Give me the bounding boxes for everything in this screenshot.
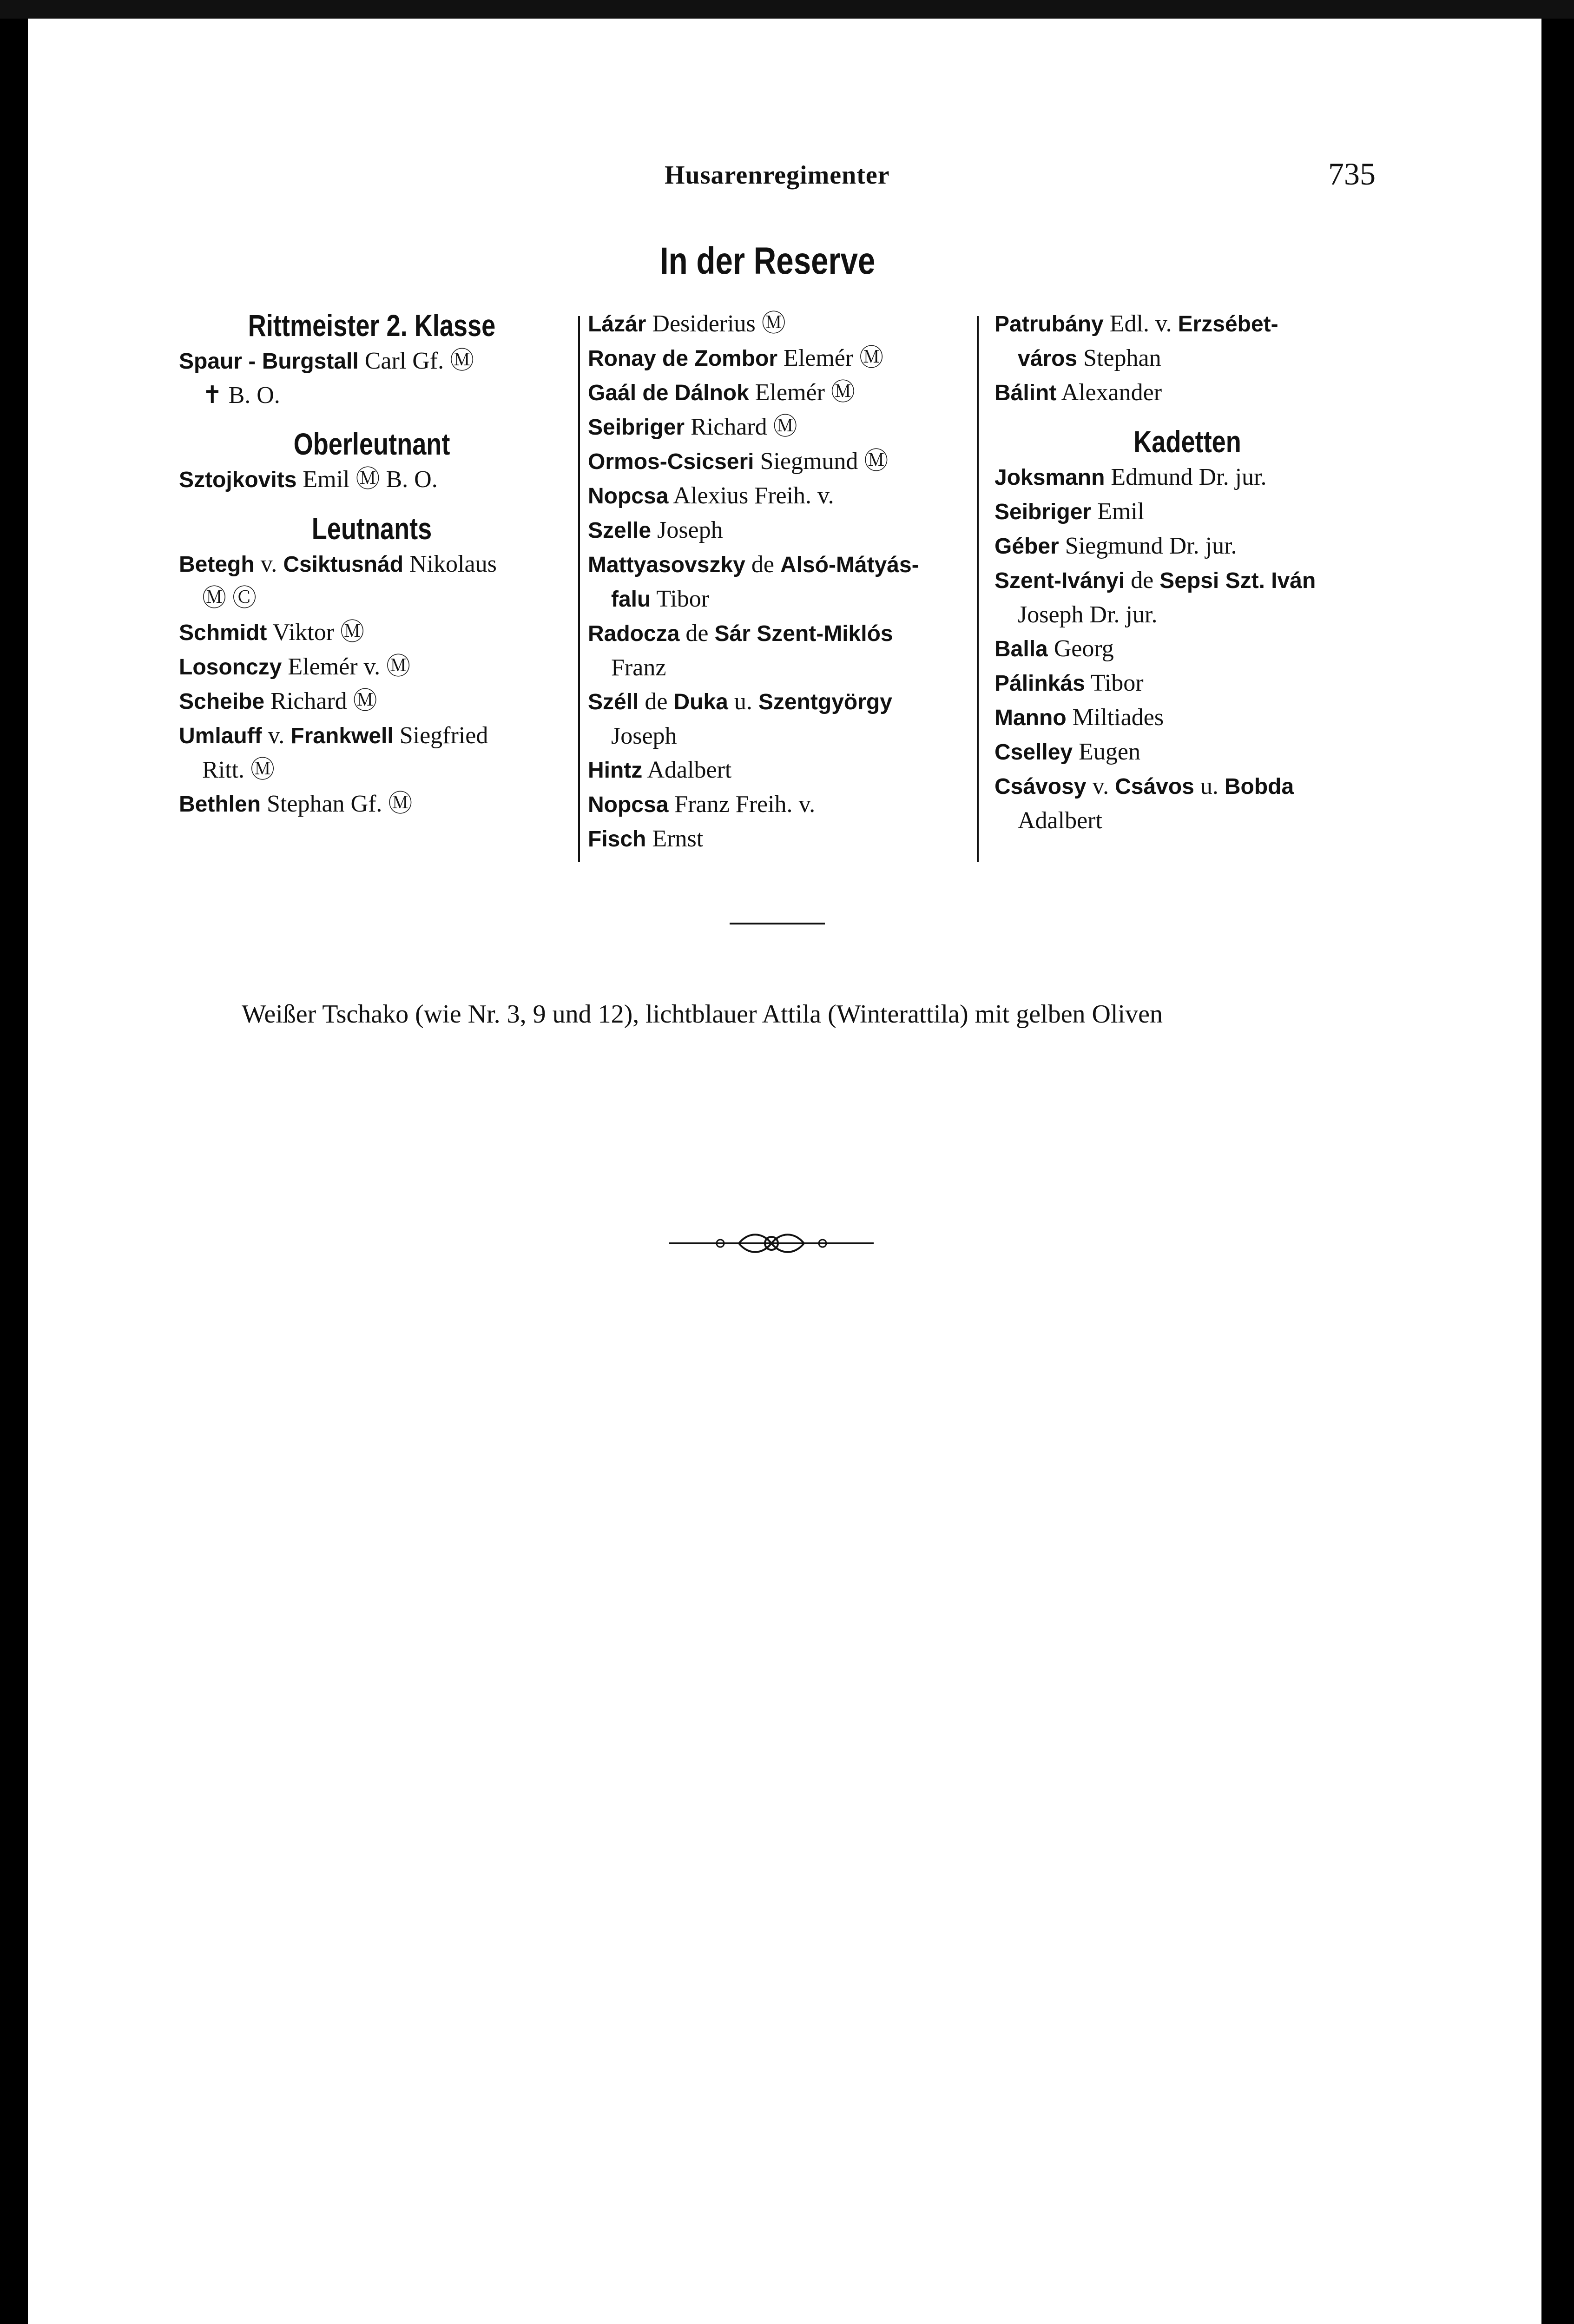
name-entry — [588, 685, 974, 719]
name-entry — [179, 344, 565, 378]
name-entry — [588, 376, 974, 410]
column-divider — [578, 316, 580, 862]
entry-continuation — [994, 598, 1380, 632]
name-entry — [994, 563, 1380, 598]
surname: Seibriger — [994, 500, 1092, 524]
surname: Sztojkovits — [179, 468, 297, 492]
surname: Csiktusnád — [283, 552, 404, 577]
name-text: Edmund Dr. jur. — [1105, 464, 1267, 490]
surname: falu — [611, 587, 651, 612]
entry-continuation — [179, 378, 565, 412]
name-entry — [179, 547, 565, 581]
name-text: u. — [728, 688, 758, 715]
name-text: Richard Ⓜ — [685, 414, 797, 440]
column-1 — [179, 307, 565, 821]
surname: Joksmann — [994, 465, 1105, 490]
name-entry — [994, 769, 1380, 804]
name-entry — [588, 479, 974, 513]
surname: Alsó-Mátyás- — [780, 553, 919, 577]
surname: Patrubány — [994, 312, 1104, 337]
surname: Sár Szent-Miklós — [714, 621, 893, 646]
surname: Fisch — [588, 827, 646, 852]
rittmeister-list — [179, 344, 565, 412]
surname: Nopcsa — [588, 484, 669, 508]
name-text: v. — [254, 551, 283, 577]
page-number: 735 — [1328, 156, 1376, 191]
surname: Cselley — [994, 740, 1073, 765]
name-text: Franz — [611, 654, 666, 681]
name-entry — [994, 376, 1380, 410]
name-text: Viktor Ⓜ — [267, 619, 365, 646]
scan-border-right — [1541, 0, 1574, 2324]
name-entry — [588, 341, 974, 376]
entry-continuation — [179, 581, 565, 615]
name-text: Siegmund Ⓜ — [754, 448, 889, 475]
name-text: de — [1125, 567, 1160, 594]
surname: Bobda — [1224, 774, 1294, 799]
name-text: Joseph — [611, 723, 677, 749]
name-entry — [994, 460, 1380, 495]
surname: Szentgyörgy — [758, 690, 892, 714]
name-text: Eugen — [1073, 739, 1140, 765]
name-text: Edl. v. — [1103, 310, 1178, 337]
surname: Csávosy — [994, 774, 1087, 799]
name-text: Emil — [1091, 498, 1145, 525]
name-text: ✝ B. O. — [202, 382, 280, 409]
name-entry — [588, 616, 974, 651]
name-text: Carl Gf. Ⓜ — [358, 348, 474, 374]
entry-continuation — [588, 582, 974, 616]
surname: Bálint — [994, 381, 1057, 405]
ornament-divider — [669, 1227, 874, 1260]
surname: Frankwell — [290, 724, 394, 748]
surname: Szent-Iványi — [994, 568, 1125, 593]
reserve-list-continued — [994, 307, 1380, 410]
oberleutnant-list — [179, 462, 565, 497]
surname: város — [1018, 346, 1078, 371]
name-text: Ⓜ Ⓒ — [202, 585, 257, 612]
name-text: Alexius Freih. v. — [668, 482, 834, 509]
name-text: Joseph — [651, 517, 723, 543]
name-text: de — [639, 688, 674, 715]
surname: Manno — [994, 706, 1067, 730]
surname: Losonczy — [179, 655, 282, 680]
name-text: Elemér Ⓜ — [749, 379, 855, 406]
name-entry — [179, 719, 565, 753]
name-text: u. — [1194, 773, 1225, 799]
name-text: Richard Ⓜ — [264, 688, 377, 714]
rank-heading-leutnants: Leutnants — [311, 511, 432, 546]
name-text: Siegfried — [393, 722, 488, 749]
name-entry — [588, 822, 974, 856]
name-entry — [588, 548, 974, 582]
rank-heading-oberleutnant: Oberleutnant — [293, 427, 450, 461]
name-text: de — [745, 551, 780, 578]
surname: Bethlen — [179, 792, 261, 817]
name-text: Tibor — [651, 586, 710, 612]
section-rule — [730, 923, 825, 924]
name-entry — [588, 307, 974, 341]
name-entry — [994, 632, 1380, 666]
name-entry — [179, 615, 565, 650]
surname: Scheibe — [179, 689, 265, 714]
name-text: Ernst — [646, 825, 704, 852]
scan-border-top — [0, 0, 1574, 19]
name-text: Adalbert — [642, 757, 732, 783]
name-text: Siegmund Dr. jur. — [1059, 533, 1237, 559]
name-text: Miltiades — [1066, 704, 1164, 731]
column-divider — [977, 316, 979, 862]
name-text: Desiderius Ⓜ — [646, 310, 786, 337]
entry-continuation — [179, 753, 565, 787]
name-text: Joseph Dr. jur. — [1018, 601, 1158, 628]
name-text: v. — [262, 722, 291, 749]
entry-continuation — [994, 804, 1380, 838]
name-entry — [588, 513, 974, 548]
name-text: Tibor — [1085, 670, 1144, 696]
name-entry — [179, 650, 565, 684]
surname: Spaur - Burgstall — [179, 349, 359, 374]
reserve-list — [588, 307, 974, 856]
kadetten-list — [994, 460, 1380, 838]
surname: Balla — [994, 637, 1048, 661]
name-entry — [588, 444, 974, 479]
name-text: Stephan Gf. Ⓜ — [261, 791, 413, 817]
surname: Schmidt — [179, 621, 267, 645]
surname: Pálinkás — [994, 671, 1085, 696]
name-entry — [994, 495, 1380, 529]
name-text: Franz Freih. v. — [668, 791, 816, 818]
surname: Géber — [994, 534, 1059, 559]
column-2 — [588, 307, 974, 856]
entry-continuation — [588, 719, 974, 753]
entry-continuation — [994, 341, 1380, 376]
name-entry — [994, 700, 1380, 735]
name-text: Adalbert — [1018, 807, 1102, 834]
surname: Betegh — [179, 552, 255, 577]
name-entry — [179, 684, 565, 719]
name-entry — [994, 735, 1380, 769]
section-title: In der Reserve — [660, 240, 876, 282]
name-text: Elemér v. Ⓜ — [282, 654, 411, 680]
name-text: Stephan — [1077, 345, 1161, 371]
surname: Ormos-Csicseri — [588, 449, 754, 474]
name-text: de — [679, 620, 715, 647]
surname: Széll — [588, 690, 639, 714]
name-entry — [994, 307, 1380, 341]
name-text: Alexander — [1056, 379, 1162, 406]
rank-heading-kadetten: Kadetten — [1133, 424, 1241, 459]
surname: Radocza — [588, 621, 680, 646]
leutnants-list — [179, 547, 565, 821]
surname: Lázár — [588, 312, 646, 337]
surname: Erzsébet- — [1178, 312, 1278, 337]
name-text: Nikolaus — [403, 551, 497, 577]
name-entry — [179, 462, 565, 497]
name-entry — [994, 666, 1380, 700]
surname: Umlauff — [179, 724, 262, 748]
surname: Mattyasovszky — [588, 553, 745, 577]
name-entry — [994, 529, 1380, 563]
column-3 — [994, 307, 1380, 838]
surname: Hintz — [588, 758, 643, 783]
name-entry — [588, 753, 974, 787]
entry-continuation — [588, 651, 974, 685]
uniform-note: Weißer Tschako (wie Nr. 3, 9 und 12), lichtblauer Attila (Winterattila) mit gelben Oliven — [242, 1000, 1163, 1029]
surname: Nopcsa — [588, 792, 669, 817]
surname: Duka — [673, 690, 728, 714]
surname: Sepsi Szt. Iván — [1159, 568, 1316, 593]
surname: Csávos — [1115, 774, 1194, 799]
scan-border-left — [0, 0, 28, 2324]
name-text: Emil Ⓜ B. O. — [296, 466, 438, 493]
surname: Ronay de Zombor — [588, 346, 778, 371]
name-entry — [179, 787, 565, 821]
surname: Gaál de Dálnok — [588, 381, 749, 405]
running-head: Husarenregimenter — [665, 161, 890, 190]
rank-heading-rittmeister: Rittmeister 2. Klasse — [248, 308, 496, 343]
surname: Szelle — [588, 518, 652, 543]
name-text: Georg — [1047, 635, 1114, 662]
name-entry — [588, 787, 974, 822]
name-text: Ritt. Ⓜ — [202, 757, 275, 783]
name-entry — [588, 410, 974, 444]
name-text: Elemér Ⓜ — [777, 345, 884, 371]
name-text: v. — [1086, 773, 1115, 799]
surname: Seibriger — [588, 415, 685, 440]
